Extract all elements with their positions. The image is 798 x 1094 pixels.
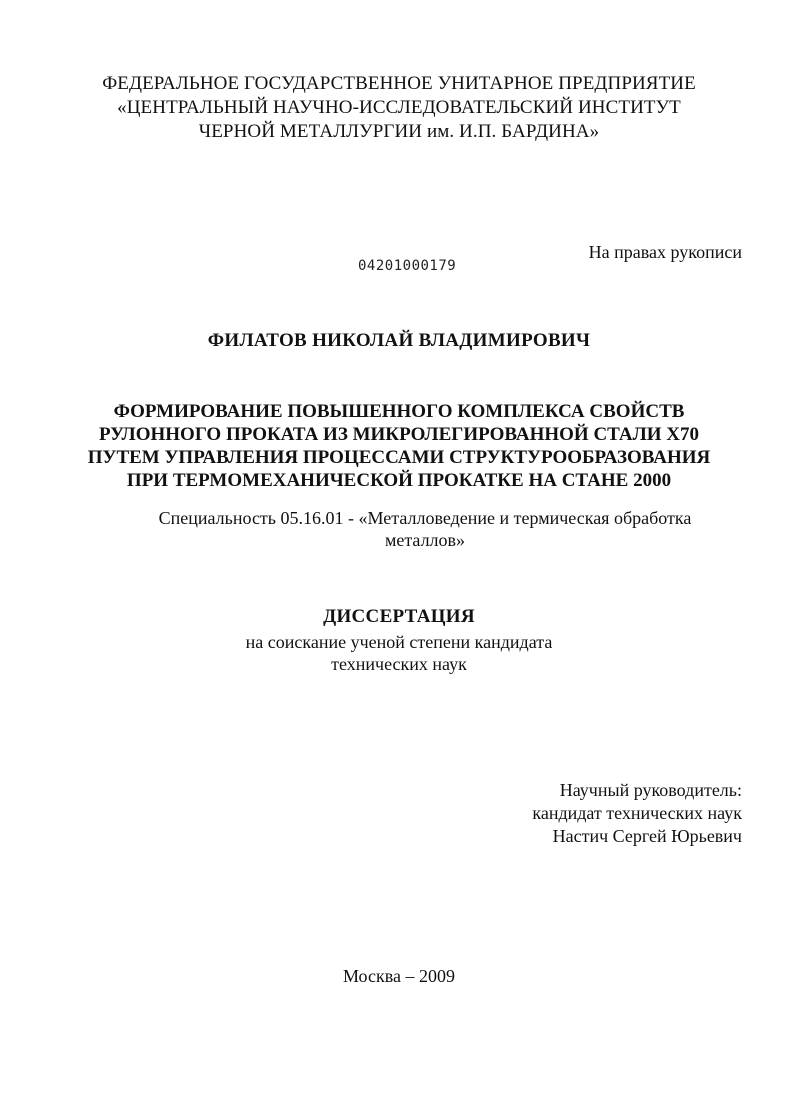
organization-line: ФЕДЕРАЛЬНОЕ ГОСУДАРСТВЕННОЕ УНИТАРНОЕ ПРЕДПРИЯТИЕ <box>102 73 696 94</box>
organization-header <box>0 72 798 144</box>
author-name: ФИЛАТОВ НИКОЛАЙ ВЛАДИМИРОВИЧ <box>207 330 591 351</box>
degree-description <box>0 631 798 675</box>
supervisor-block <box>532 779 742 848</box>
organization-line: ЧЕРНОЙ МЕТАЛЛУРГИИ им. И.П. БАРДИНА» <box>198 121 600 142</box>
degree-line: на соискание ученой степени кандидата <box>245 632 553 652</box>
supervisor-line: Научный руководитель: <box>559 780 742 800</box>
thesis-title-line: ПРИ ТЕРМОМЕХАНИЧЕСКОЙ ПРОКАТКЕ НА СТАНЕ 2000 <box>126 470 672 491</box>
supervisor-line: Настич Сергей Юрьевич <box>552 826 742 846</box>
thesis-title <box>0 400 798 492</box>
document-type: ДИССЕРТАЦИЯ <box>323 606 475 627</box>
thesis-title-line: ФОРМИРОВАНИЕ ПОВЫШЕННОГО КОМПЛЕКСА СВОЙСТВ <box>113 401 685 422</box>
catalog-number: 04201000179 <box>358 258 457 274</box>
supervisor-line: кандидат технических наук <box>532 803 742 823</box>
rights-note: На правах рукописи <box>588 242 742 262</box>
city-year: Москва – 2009 <box>343 966 455 986</box>
thesis-title-line: РУЛОННОГО ПРОКАТА ИЗ МИКРОЛЕГИРОВАННОЙ СТАЛИ Х70 <box>98 424 700 445</box>
degree-line: технических наук <box>331 654 467 674</box>
specialty-line: металлов» <box>384 530 466 550</box>
organization-line: «ЦЕНТРАЛЬНЫЙ НАУЧНО-ИССЛЕДОВАТЕЛЬСКИЙ ИНСТИТУТ <box>117 97 681 118</box>
thesis-title-line: ПУТЕМ УПРАВЛЕНИЯ ПРОЦЕССАМИ СТРУКТУРООБРАЗОВАНИЯ <box>87 447 711 468</box>
specialty-line: Специальность 05.16.01 - «Металловедение и термическая обработка <box>158 508 692 528</box>
specialty <box>130 507 720 551</box>
